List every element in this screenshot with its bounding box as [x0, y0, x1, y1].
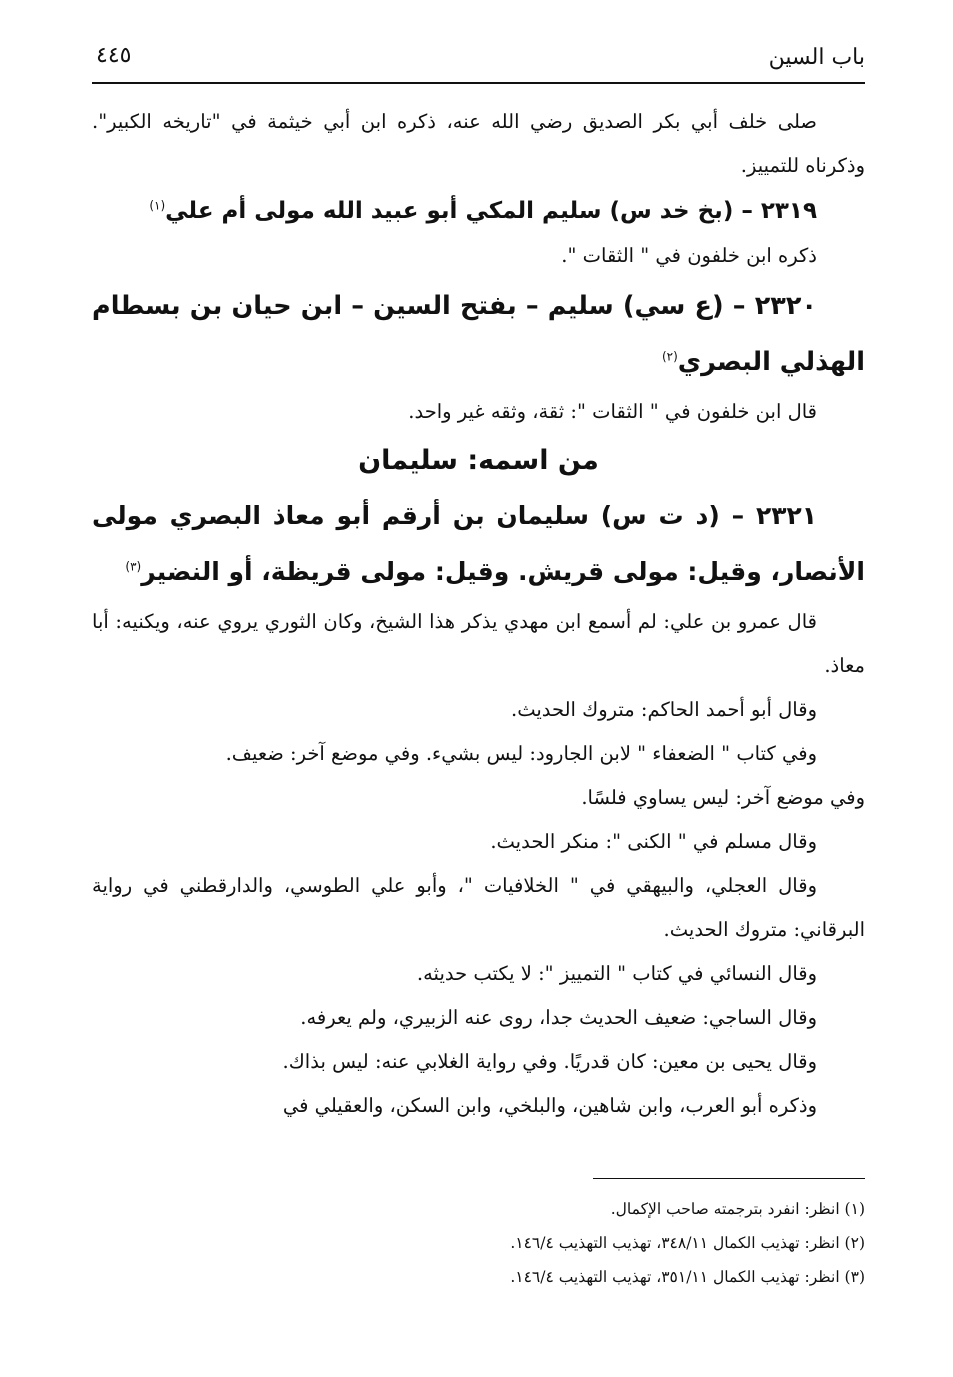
entry-heading: ٢٣٢١ – (د ت س) سليمان بن أرقم أبو معاذ البصري مولى الأنصار، وقيل: مولى قريش. وقيل: مولى قريظة، أو النضير$^{(٣)}$	[92, 501, 865, 586]
footnotes	[92, 1192, 865, 1294]
paragraph: وفي موضع آخر: ليس يساوي فلسًا.	[581, 786, 865, 809]
footnote-ref: (٣)	[125, 559, 142, 574]
footnote: (٢) انظر: تهذيب الكمال ٣٤٨/١١، تهذيب التهذيب ١٤٦/٤.	[510, 1234, 865, 1252]
paragraph: صلى خلف أبي بكر الصديق رضي الله عنه، ذكره ابن أبي خيثمة في "تاريخه الكبير". وذكرناه للتمييز.	[92, 110, 865, 177]
footnote-divider	[593, 1178, 865, 1179]
entry-heading: ٢٣٢٠ – (ع سي) سليم – بفتح السين – ابن حيان بن بسطام الهذلي البصري$^{(٢)}$	[92, 291, 865, 377]
paragraph: قال ابن خلفون في " الثقات ": ثقة، وثقه غير واحد.	[408, 400, 817, 423]
paragraph: ذكره ابن خلفون في " الثقات ".	[561, 244, 817, 267]
paragraph: وفي كتاب " الضعفاء " لابن الجارود: ليس بشيء. وفي موضع آخر: ضعيف.	[225, 742, 817, 765]
footnote: (٣) انظر: تهذيب الكمال ٣٥١/١١، تهذيب التهذيب ١٤٦/٤.	[510, 1268, 865, 1286]
section-heading: من اسمه: سليمان	[358, 445, 599, 476]
footnote-ref: (١)	[149, 198, 166, 213]
paragraph: وقال الساجي: ضعيف الحديث جدا، روى عنه الزبيري، ولم يعرفه.	[300, 1006, 817, 1029]
running-header	[92, 38, 865, 84]
main-text	[92, 100, 865, 1128]
footnote-ref: (٢)	[661, 349, 678, 364]
footnote: (١) انظر: انفرد بترجمته صاحب الإكمال.	[610, 1200, 865, 1218]
paragraph: قال عمرو بن علي: لم أسمع ابن مهدي يذكر هذا الشيخ، وكان الثوري يروي عنه، ويكنيه: أبا معاذ.	[92, 610, 865, 677]
chapter-title: باب السين	[768, 45, 865, 70]
paragraph: وقال أبو أحمد الحاكم: متروك الحديث.	[511, 698, 817, 721]
page-number: ٤٤٥	[96, 43, 132, 68]
paragraph: وذكره أبو العرب، وابن شاهين، والبلخي، وابن السكن، والعقيلي في	[282, 1094, 817, 1117]
paragraph: وقال مسلم في " الكنى ": منكر الحديث.	[490, 830, 817, 853]
paragraph: وقال يحيى بن معين: كان قدريًا. وفي رواية الغلابي عنه: ليس بذاك.	[282, 1050, 817, 1073]
paragraph: وقال العجلي، والبيهقي في " الخلافيات "، وأبو علي الطوسي، والدارقطني في رواية البرقاني: متروك الحديث.	[92, 874, 865, 941]
entry-heading: ٢٣١٩ – (بخ خد س) سليم المكي أبو عبيد الله مولى أم علي$^{(١)}$	[149, 198, 817, 224]
paragraph: وقال النسائي في كتاب " التمييز ": لا يكتب حديثه.	[416, 962, 817, 985]
